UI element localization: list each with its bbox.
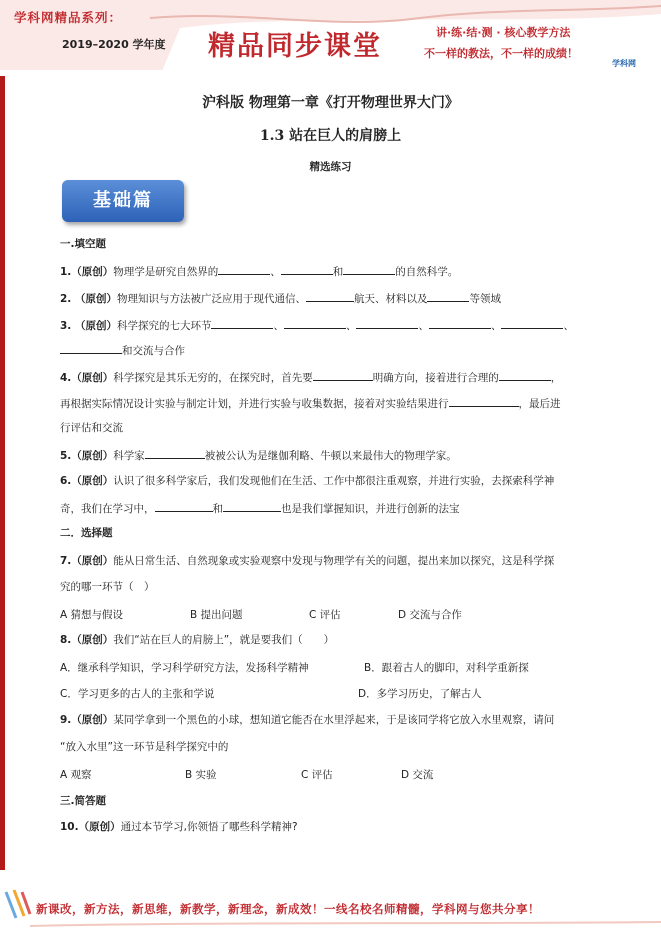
blank[interactable] xyxy=(211,317,273,329)
blank[interactable] xyxy=(223,500,281,512)
blank[interactable] xyxy=(60,342,122,354)
fill-heading: 一.填空题 xyxy=(60,238,106,250)
question-6-cont: 奇，我们在学习中， 和 也是我们掌握知识，并进行创新的法宝 xyxy=(60,500,460,516)
question-9-cont: “放入水里”这一环节是科学探究中的 xyxy=(60,741,229,753)
question-3-cont: 和交流与合作 xyxy=(60,342,185,358)
question-10: 10.（原创）通过本节学习,你领悟了哪些科学精神? xyxy=(60,821,298,833)
option-9c[interactable]: C 评估 xyxy=(301,769,333,781)
question-1: 1.（原创）物理学是研究自然界的 、 和 的自然科学。 xyxy=(60,263,458,279)
question-6: 6.（原创）认识了很多科学家后，我们发现他们在生活、工作中都很注重观察，并进行实验，去探索科学神 xyxy=(60,475,555,487)
option-8a[interactable]: A．继承科学知识，学习科学研究方法，发扬科学精神 xyxy=(60,662,309,674)
footer-slogan: 新课改，新方法，新思维，新教学，新理念，新成效！一线名校名师精髓，学科网与您共分享！ xyxy=(36,902,540,916)
question-8: 8.（原创）我们“站在巨人的肩膀上”，就是要我们（ ） xyxy=(60,634,335,646)
option-8c[interactable]: C．学习更多的古人的主张和学说 xyxy=(60,688,215,700)
blank[interactable] xyxy=(218,263,270,275)
zxxk-logo: 学科网 xyxy=(612,59,636,68)
option-8b[interactable]: B．跟着古人的脚印，对科学重新探 xyxy=(364,662,529,674)
series-label: 学科网精品系列： xyxy=(14,10,123,25)
choice-heading: 二．选择题 xyxy=(60,527,113,539)
basic-level-badge: 基础篇 xyxy=(62,180,184,222)
footer-banner xyxy=(0,888,661,928)
question-4-cont: 再根据实际情况设计实验与制定计划，并进行实验与收集数据，接着对实验结果进行 ，最后进 xyxy=(60,395,561,411)
blank[interactable] xyxy=(429,317,491,329)
option-8d[interactable]: D．多学习历史，了解古人 xyxy=(358,688,482,700)
question-2: 2. （原创）物理知识与方法被广泛应用于现代通信、 航天、材料以及 等领域 xyxy=(60,290,501,306)
blank[interactable] xyxy=(501,317,563,329)
blank[interactable] xyxy=(313,369,373,381)
blank[interactable] xyxy=(155,500,213,512)
blank[interactable] xyxy=(281,263,333,275)
blank[interactable] xyxy=(145,447,205,459)
section-title: 1.3 站在巨人的肩膀上 xyxy=(259,128,402,144)
question-7: 7.（原创）能从日常生活、自然现象或实验观察中发现与物理学有关的问题，提出来加以探究，这是科学探 xyxy=(60,555,555,567)
question-9: 9.（原创）某同学拿到一个黑色的小球，想知道它能否在水里浮起来，于是该同学将它放入水里观察，请问 xyxy=(60,714,555,726)
option-7b[interactable]: B 提出问题 xyxy=(190,609,243,621)
question-5: 5.（原创）科学家 被被公认为是继伽利略、牛顿以来最伟大的物理学家。 xyxy=(60,447,457,463)
subtitle: 精选练习 xyxy=(309,161,352,173)
option-7c[interactable]: C 评估 xyxy=(309,609,341,621)
question-7-cont: 究的哪一环节（ ） xyxy=(60,581,155,593)
option-9b[interactable]: B 实验 xyxy=(185,769,217,781)
option-7d[interactable]: D 交流与合作 xyxy=(398,609,462,621)
blank[interactable] xyxy=(449,395,519,407)
blank[interactable] xyxy=(284,317,346,329)
blank[interactable] xyxy=(306,290,354,302)
header-banner xyxy=(0,0,661,76)
document-title: 沪科版 物理第一章《打开物理世界大门》 xyxy=(202,95,459,111)
blank[interactable] xyxy=(499,369,551,381)
question-4: 4.（原创）科学探究是其乐无穷的，在探究时，首先要 明确方向，接着进行合理的 ， xyxy=(60,369,561,385)
option-9d[interactable]: D 交流 xyxy=(401,769,434,781)
option-9a[interactable]: A 观察 xyxy=(60,769,92,781)
blank[interactable] xyxy=(356,317,418,329)
slogan-line-1: 讲·练·结·测 · 核心教学方法 xyxy=(436,26,571,39)
blank[interactable] xyxy=(343,263,395,275)
question-4-cont2: 行评估和交流 xyxy=(60,422,123,434)
blank[interactable] xyxy=(427,290,469,302)
option-7a[interactable]: A 猜想与假设 xyxy=(60,609,124,621)
brand-title: 精品同步课堂 xyxy=(208,31,382,62)
question-3: 3. （原创）科学探究的七大环节 、 、 、 、 、 xyxy=(60,317,574,333)
short-answer-heading: 三.简答题 xyxy=(60,795,106,807)
slogan-line-2: 不一样的教法，不一样的成绩！ xyxy=(424,47,578,60)
school-year: 2019–2020 学年度 xyxy=(62,38,166,51)
